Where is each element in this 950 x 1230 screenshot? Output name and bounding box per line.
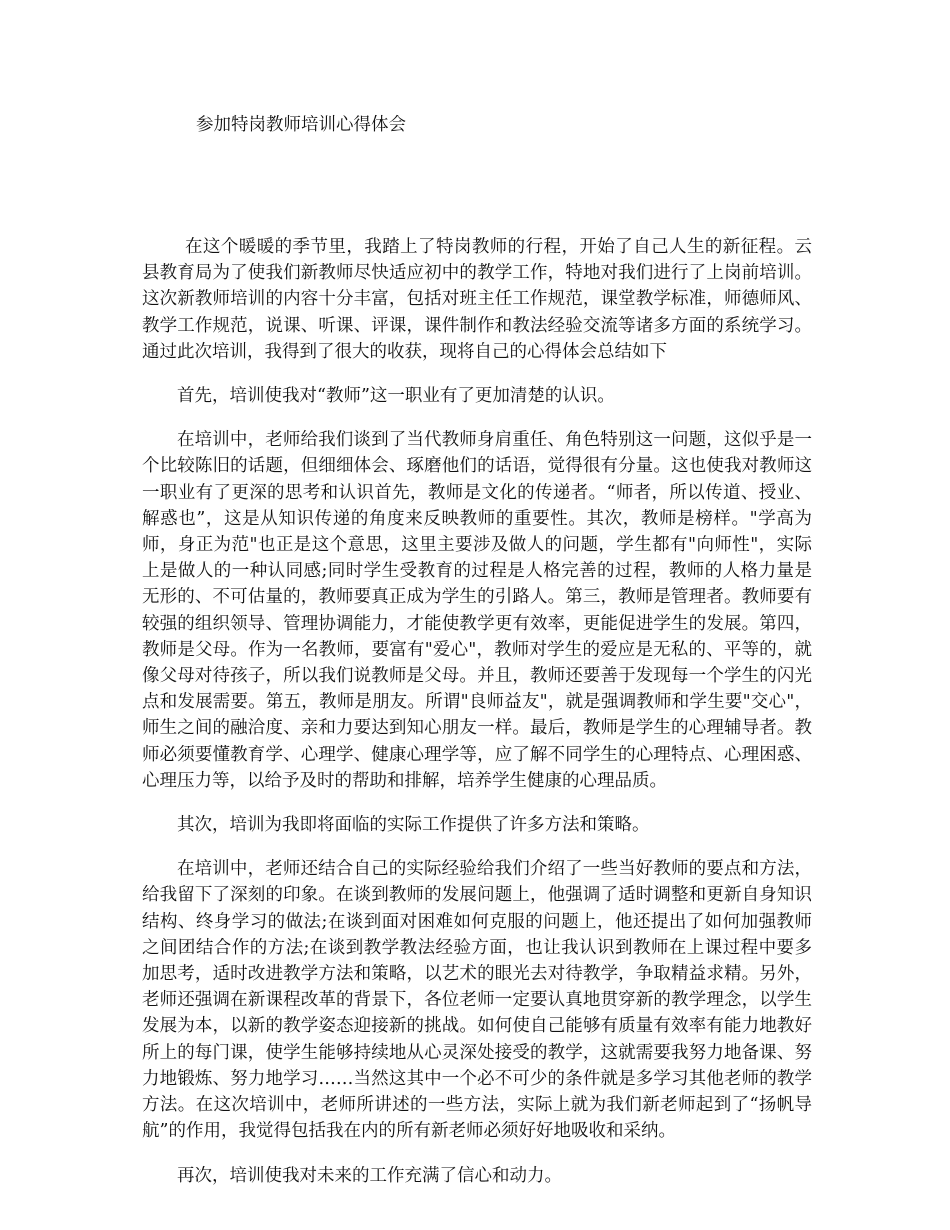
paragraph-point-two-heading: 其次，培训为我即将面临的实际工作提供了许多方法和策略。 [177, 815, 650, 836]
paragraph-intro: 在这个暖暖的季节里，我踏上了特岗教师的行程，开始了自己人生的新征程。云县教育局为了使我们新教师尽快适应初中的教学工作，特地对我们进行了上岗前培训。这次新教师培训的内容十分丰富，包括对班主任工作规范，课堂教学标准，师德师风、教学工作规范，说课、听课、评课，课件制作和教法经验交流等诸多方面的系统学习。通过此次培训，我得到了很大的收获，现将自己的心得体会总结如下 [142, 237, 812, 362]
paragraph-point-one-heading: 首先，培训使我对“教师”这一职业有了更加清楚的认识。 [177, 386, 615, 407]
paragraph-point-one-body: 在培训中，老师给我们谈到了当代教师身肩重任、角色特别这一问题，这似乎是一个比较陈旧的话题，但细细体会、琢磨他们的话语，觉得很有分量。这也使我对教师这一职业有了更深的思考和认识首先，教师是文化的传递者。“师者，所以传道、授业、解惑也”，这是从知识传递的角度来反映教师的重要性。其次，教师是榜样。"学高为师，身正为范"也正是这个意思，这里主要涉及做人的问题，学生都有"向师性"，实际上是做人的一种认同感;同时学生受教育的过程是人格完善的过程，教师的人格力量是无形的、不可估量的，教师要真正成为学生的引路人。第三，教师是管理者。教师要有较强的组织领导、管理协调能力，才能使教学更有效率，更能促进学生的发展。第四，教师是父母。作为一名教师，要富有"爱心"，教师对学生的爱应是无私的、平等的，就像父母对待孩子，所以我们说教师是父母。并且，教师还要善于发现每一个学生的闪光点和发展需要。第五，教师是朋友。所谓"良师益友"，就是强调教师和学生要"交心"，师生之间的融洽度、亲和力要达到知心朋友一样。最后，教师是学生的心理辅导者。教师必须要懂教育学、心理学、健康心理学等，应了解不同学生的心理特点、心理困惑、心理压力等，以给予及时的帮助和排解，培养学生健康的心理品质。 [142, 430, 812, 791]
document-title: 参加特岗教师培训心得体会 [196, 115, 406, 135]
document-body [142, 234, 812, 1207]
paragraph-point-three-heading: 再次，培训使我对未来的工作充满了信心和动力。 [177, 1165, 562, 1186]
paragraph-point-two-body: 在培训中，老师还结合自己的实际经验给我们介绍了一些当好教师的要点和方法，给我留下了深刻的印象。在谈到教师的发展问题上，他强调了适时调整和更新自身知识结构、终身学习的做法;在谈到面对困难如何克服的问题上，他还提出了如何加强教师之间团结合作的方法;在谈到教学教法经验方面，也让我认识到教师在上课过程中要多加思考，适时改进教学方法和策略，以艺术的眼光去对待教学，争取精益求精。另外，老师还强调在新课程改革的背景下，各位老师一定要认真地贯穿新的教学理念，以学生发展为本，以新的教学姿态迎接新的挑战。如何使自己能够有质量有效率有能力地教好所上的每门课，使学生能够持续地从心灵深处接受的教学，这就需要我努力地备课、努力地锻炼、努力地学习……当然这其中一个必不可少的条件就是多学习其他老师的教学方法。在这次培训中，老师所讲述的一些方法，实际上就为我们新老师起到了“扬帆导航”的作用，我觉得包括我在内的所有新老师必须好好地吸收和采纳。 [142, 859, 812, 1142]
